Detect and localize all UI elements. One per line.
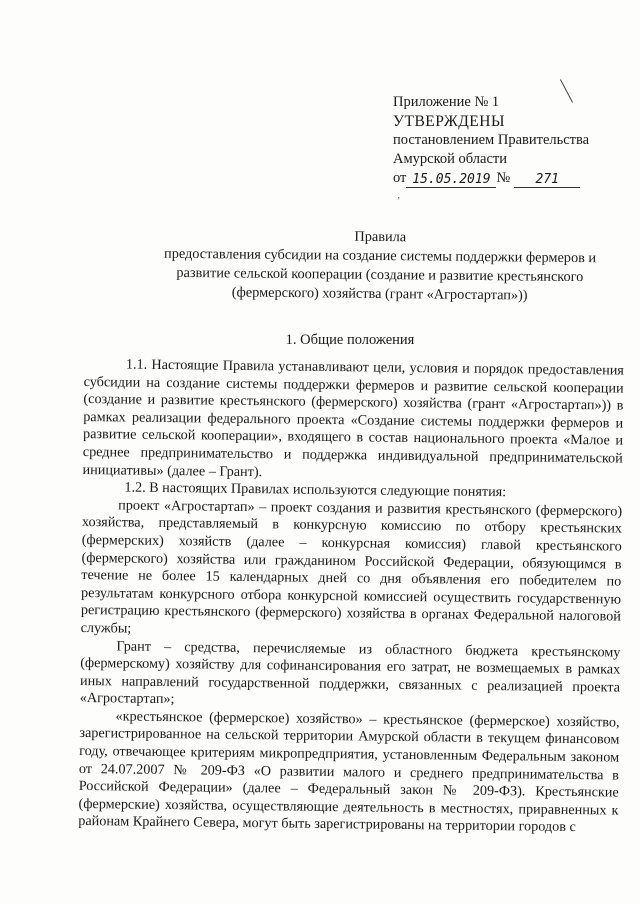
paragraph-1-1: 1.1. Настоящие Правила устанавливают цели, условия и порядок предоставления субсидии на создание системы поддержки фермеров и развитие сельской кооперации (создание и развитие крестьянского (фермерского) хозяйства (грант «Агростартап»)) в рамках реализации федерального проекта «Создание системы поддержки фермеров и развитие сельской кооперации», входящего в состав национального проекта «Малое и среднее предпринимательство и поддержка индивидуальной предпринимательской инициативы» (далее – Грант). <box>82 356 624 480</box>
title-line-3: (фермерского) хозяйства (грант «Агростартап»)) <box>231 284 528 304</box>
title-line-1: предоставления субсидии на создание системы поддержки фермеров и <box>164 245 597 267</box>
number-label: № <box>496 170 511 186</box>
paragraph-farm: «крестьянское (фермерское) хозяйство» – крестьянское (фермерское) хозяйство, зарегистрированное на сельской территории Амурской области в текущем финансовом году, отвечающее критериям микропредприятия, установленным Федеральным законом от 24.07.2007 № 209-ФЗ «О развитии малого и среднего предпринимательства в Российской Федерации» (далее – Федеральный закон № 209-ФЗ). Крестьянские (фермерские) хозяйства, осуществляющие деятельность в местностях, приравненных к районам Крайнего Севера, могут быть зарегистрированы на территории городов с <box>78 708 620 836</box>
approval-block <box>393 93 623 188</box>
date-number-line <box>393 169 623 188</box>
document-title <box>130 225 631 306</box>
title-heading: Правила <box>354 228 407 246</box>
document-body <box>78 356 624 838</box>
handwritten-date: 15.05.2019 <box>406 172 496 188</box>
from-label: от <box>393 170 407 186</box>
section-heading: 1. Общие положения <box>285 332 415 348</box>
region-label: Амурской области <box>393 151 507 167</box>
title-line-2: развитие сельской кооперации (создание и развитие крестьянского <box>176 264 584 286</box>
scan-speck: ʼ <box>397 196 401 207</box>
paragraph-grant: Грант – средства, перечисляемые из областного бюджета крестьянскому (фермерскому) хозяйству для софинансирования его затрат, не возмещаемых в рамках иных направлений государственной поддержки, связанных с реализацией проекта «Агростартап»; <box>79 637 621 708</box>
handwritten-number: 271 <box>514 172 580 188</box>
resolution-label: постановлением Правительства <box>393 132 590 148</box>
approved-label: УТВЕРЖДЕНЫ <box>393 113 505 130</box>
paragraph-agrostartup: проект «Агростартап» – проект создания и развития крестьянского (фермерского) хозяйства, представляемый в конкурсную комиссию по отбору крестьянских (фермерских) хозяйств (далее – конкурсная комиссия) главой крестьянского (фермерского) хозяйства или гражданином Российской Федерации, обязующимся в течение не более 15 календарных дней со дня объявления его победителем по результатам конкурсного отбора конкурсной комиссией осуществить государственную регистрацию крестьянского (фермерского) хозяйства в органах Федеральной налоговой службы; <box>80 497 623 637</box>
paragraph-1-2: 1.2. В настоящих Правилах используются следующие понятия: <box>124 479 507 501</box>
appendix-label: Приложение № 1 <box>393 94 500 110</box>
